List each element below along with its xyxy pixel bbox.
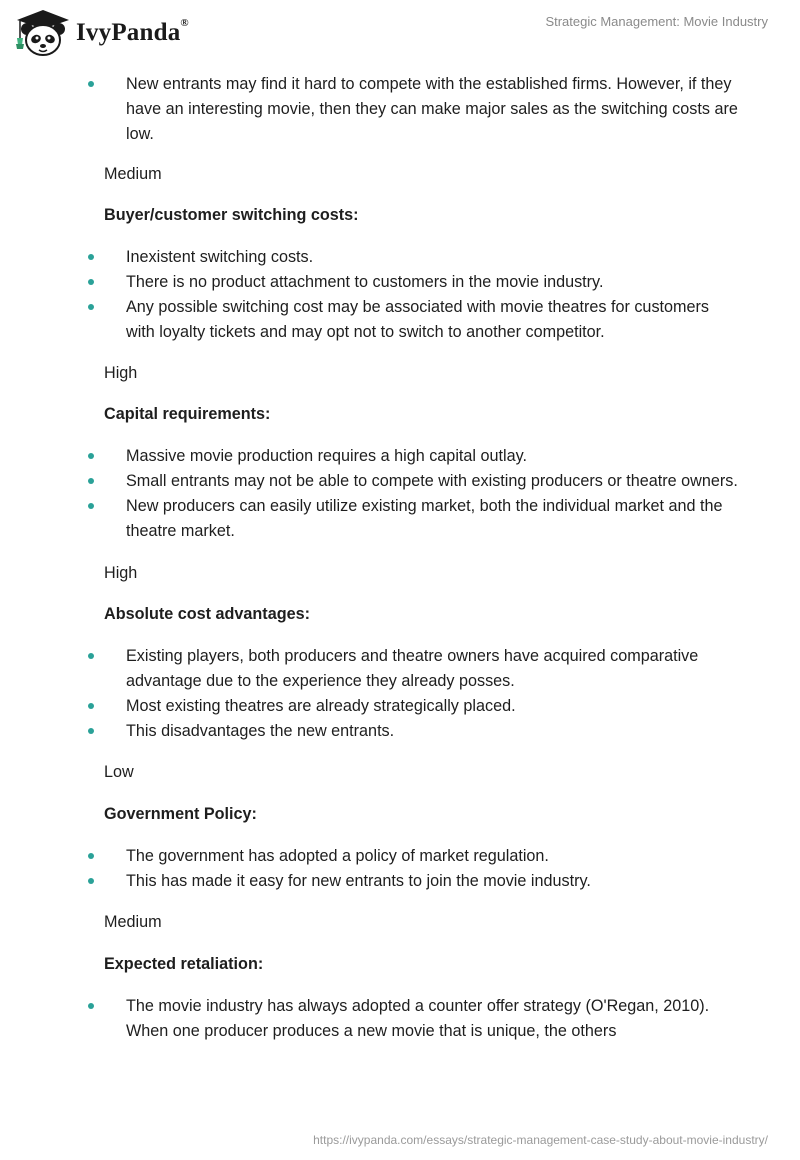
bullet-icon (88, 878, 94, 884)
bullet-icon (88, 1003, 94, 1009)
list-item: This has made it easy for new entrants to join the movie industry. (0, 869, 800, 894)
list-item: New producers can easily utilize existing market, both the individual market and the theatre market. (0, 494, 800, 544)
source-url[interactable]: https://ivypanda.com/essays/strategic-management-case-study-about-movie-industry/ (313, 1133, 768, 1147)
document-title: Strategic Management: Movie Industry (545, 14, 768, 29)
rating-text: Medium (104, 165, 162, 183)
bullet-icon (88, 279, 94, 285)
rating-text: High (104, 564, 138, 582)
list-item: Inexistent switching costs. (0, 245, 800, 270)
essay-body (0, 72, 800, 1044)
bullet-icon (88, 453, 94, 459)
bullet-icon (88, 853, 94, 859)
bullet-icon (88, 503, 94, 509)
registered-mark: ® (180, 17, 189, 29)
list-item: Most existing theatres are already strategically placed. (0, 694, 800, 719)
bullet-icon (88, 254, 94, 260)
list-item: Small entrants may not be able to compete with existing producers or theatre owners. (0, 469, 800, 494)
ivypanda-logo[interactable] (14, 8, 189, 58)
brand-name: IvyPanda® (76, 17, 189, 46)
section-heading: Buyer/customer switching costs: (104, 206, 359, 224)
section-heading: Government Policy: (104, 805, 257, 823)
rating-text: Low (104, 763, 134, 781)
bullet-list (0, 644, 800, 744)
bullet-icon (88, 703, 94, 709)
bullet-list (0, 994, 800, 1044)
list-item: Existing players, both producers and theatre owners have acquired comparative advantage due to the experience they already posses. (0, 644, 800, 694)
list-item: This disadvantages the new entrants. (0, 719, 800, 744)
list-item: The government has adopted a policy of market regulation. (0, 844, 800, 869)
list-item: New entrants may find it hard to compete with the established firms. However, if they have an interesting movie, then they can make major sales as the switching costs are low. (0, 72, 800, 147)
bullet-list (0, 444, 800, 544)
bullet-list (0, 844, 800, 894)
list-item: The movie industry has always adopted a counter offer strategy (O'Regan, 2010). When one producer produces a new movie that is unique, the others (0, 994, 800, 1044)
bullet-icon (88, 81, 94, 87)
bullet-icon (88, 728, 94, 734)
rating-text: High (104, 364, 138, 382)
panda-graduate-icon (14, 8, 72, 58)
bullet-icon (88, 653, 94, 659)
section-heading: Expected retaliation: (104, 955, 264, 973)
page-header (0, 0, 800, 64)
bullet-icon (88, 304, 94, 310)
list-item: Massive movie production requires a high capital outlay. (0, 444, 800, 469)
list-item: Any possible switching cost may be associated with movie theatres for customers with loyalty tickets and may opt not to switch to another competitor. (0, 295, 800, 345)
bullet-list (0, 72, 800, 147)
bullet-list (0, 245, 800, 345)
section-heading: Absolute cost advantages: (104, 605, 310, 623)
rating-text: Medium (104, 913, 162, 931)
bullet-icon (88, 478, 94, 484)
section-heading: Capital requirements: (104, 405, 271, 423)
list-item: There is no product attachment to customers in the movie industry. (0, 270, 800, 295)
